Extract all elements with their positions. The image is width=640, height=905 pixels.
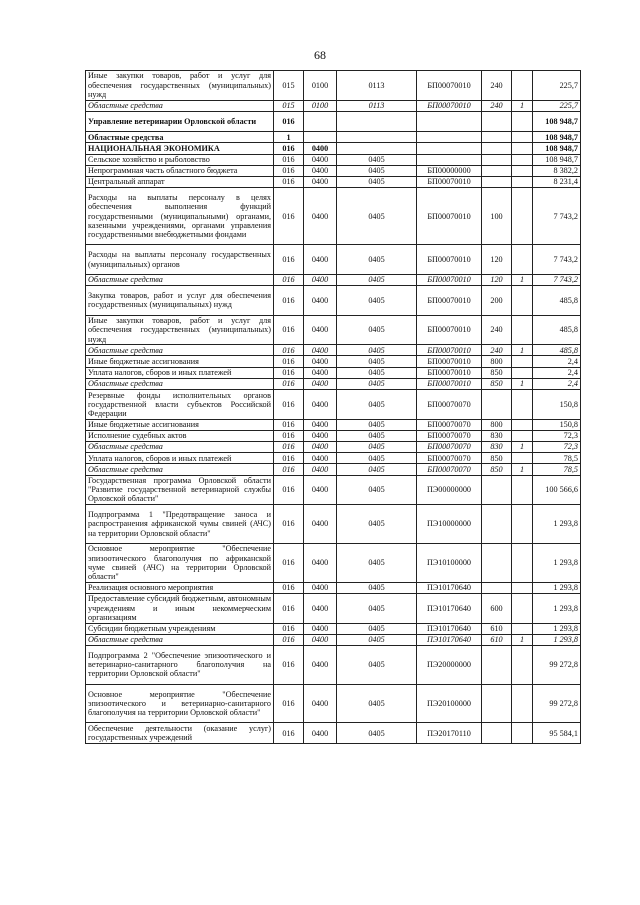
row-code-cell-b: 0400 xyxy=(304,274,337,285)
row-code-cell-g: 150,8 xyxy=(533,390,581,420)
row-code-cell-c: 0405 xyxy=(337,505,417,544)
row-code-cell-b: 0400 xyxy=(304,390,337,420)
row-code-cell-f xyxy=(512,543,533,582)
row-code-cell-d: ПЭ10100000 xyxy=(417,543,482,582)
row-code-cell-d: БП00000000 xyxy=(417,165,482,176)
row-code-cell-g: 72,3 xyxy=(533,441,581,452)
row-code-cell-f xyxy=(512,71,533,101)
table-row xyxy=(86,315,581,345)
row-code-cell-c: 0405 xyxy=(337,582,417,593)
row-code-cell-g: 485,8 xyxy=(533,286,581,316)
row-code-cell-e xyxy=(482,723,512,743)
table-row xyxy=(86,543,581,582)
row-code-cell-g: 1 293,8 xyxy=(533,593,581,623)
row-code-cell-a: 016 xyxy=(274,176,304,187)
row-code-cell-e: 240 xyxy=(482,345,512,356)
row-code-cell-d: БП00070010 xyxy=(417,286,482,316)
row-name-cell: Областные средства xyxy=(86,464,274,475)
row-code-cell-g: 8 382,2 xyxy=(533,165,581,176)
row-code-cell-c: 0405 xyxy=(337,430,417,441)
row-code-cell-c: 0405 xyxy=(337,475,417,505)
row-code-cell-f: 1 xyxy=(512,345,533,356)
row-code-cell-f: 1 xyxy=(512,274,533,285)
row-code-cell-b: 0400 xyxy=(304,345,337,356)
table-row xyxy=(86,274,581,285)
row-code-cell-c xyxy=(337,132,417,143)
row-code-cell-e xyxy=(482,684,512,723)
row-code-cell-e xyxy=(482,645,512,684)
row-code-cell-a: 016 xyxy=(274,441,304,452)
row-code-cell-e xyxy=(482,176,512,187)
row-code-cell-b: 0400 xyxy=(304,464,337,475)
row-code-cell-d: БП00070010 xyxy=(417,245,482,275)
row-name-cell: Иные закупки товаров, работ и услуг для обеспечения государственных (муниципальных) нужд xyxy=(86,315,274,345)
table-row xyxy=(86,356,581,367)
table-row xyxy=(86,245,581,275)
row-code-cell-f: 1 xyxy=(512,634,533,645)
row-code-cell-c: 0405 xyxy=(337,356,417,367)
row-code-cell-g: 108 948,7 xyxy=(533,143,581,154)
row-code-cell-f xyxy=(512,582,533,593)
row-code-cell-b: 0400 xyxy=(304,356,337,367)
row-code-cell-d: ПЭ20170110 xyxy=(417,723,482,743)
table-row xyxy=(86,623,581,634)
row-code-cell-d: БП00070010 xyxy=(417,71,482,101)
row-code-cell-g: 2,4 xyxy=(533,378,581,389)
row-code-cell-c: 0405 xyxy=(337,154,417,165)
row-name-cell: Исполнение судебных актов xyxy=(86,430,274,441)
row-code-cell-c: 0405 xyxy=(337,634,417,645)
row-code-cell-d: БП00070070 xyxy=(417,464,482,475)
row-code-cell-c: 0405 xyxy=(337,176,417,187)
row-name-cell: Областные средства xyxy=(86,441,274,452)
row-code-cell-c: 0405 xyxy=(337,378,417,389)
row-code-cell-f xyxy=(512,176,533,187)
row-code-cell-d: БП00070070 xyxy=(417,390,482,420)
row-code-cell-b: 0400 xyxy=(304,582,337,593)
row-code-cell-a: 016 xyxy=(274,367,304,378)
row-code-cell-a: 016 xyxy=(274,464,304,475)
row-code-cell-c: 0405 xyxy=(337,274,417,285)
row-code-cell-e: 850 xyxy=(482,378,512,389)
page-number: 68 xyxy=(314,48,326,62)
row-code-cell-e: 800 xyxy=(482,419,512,430)
row-code-cell-d: ПЭ10170640 xyxy=(417,634,482,645)
row-code-cell-g: 78,5 xyxy=(533,464,581,475)
table-row xyxy=(86,582,581,593)
row-code-cell-f xyxy=(512,356,533,367)
row-name-cell: Обеспечение деятельности (оказание услуг) государственных учреждений xyxy=(86,723,274,743)
table-row xyxy=(86,464,581,475)
row-code-cell-a: 016 xyxy=(274,723,304,743)
row-code-cell-f xyxy=(512,315,533,345)
row-code-cell-g: 485,8 xyxy=(533,315,581,345)
row-code-cell-e: 830 xyxy=(482,430,512,441)
row-code-cell-c: 0405 xyxy=(337,286,417,316)
row-code-cell-e xyxy=(482,475,512,505)
row-code-cell-c: 0405 xyxy=(337,367,417,378)
row-code-cell-g: 78,5 xyxy=(533,453,581,464)
row-code-cell-a: 016 xyxy=(274,315,304,345)
row-code-cell-g: 99 272,8 xyxy=(533,684,581,723)
row-code-cell-g: 95 584,1 xyxy=(533,723,581,743)
row-name-cell: НАЦИОНАЛЬНАЯ ЭКОНОМИКА xyxy=(86,143,274,154)
row-code-cell-a: 016 xyxy=(274,645,304,684)
row-name-cell: Подпрограмма 2 "Обеспечение эпизоотического и ветеринарно-санитарного благополучия на территории Орловской области" xyxy=(86,645,274,684)
table-row xyxy=(86,419,581,430)
row-code-cell-a: 016 xyxy=(274,154,304,165)
row-code-cell-f xyxy=(512,188,533,245)
row-code-cell-a: 016 xyxy=(274,582,304,593)
row-code-cell-d: БП00070070 xyxy=(417,419,482,430)
row-code-cell-e: 240 xyxy=(482,315,512,345)
table-row xyxy=(86,165,581,176)
row-name-cell: Подпрограмма 1 "Предотвращение заноса и распространения африканской чумы свиней (АЧС) на территории Орловской области" xyxy=(86,505,274,544)
row-code-cell-a: 016 xyxy=(274,345,304,356)
row-code-cell-a: 016 xyxy=(274,623,304,634)
row-name-cell: Основное мероприятие "Обеспечение эпизоотического благополучия по африканской чуме свиней (АЧС) на территории Орловской области" xyxy=(86,543,274,582)
table-row xyxy=(86,453,581,464)
budget-table xyxy=(85,70,581,744)
row-code-cell-f xyxy=(512,684,533,723)
row-code-cell-c: 0405 xyxy=(337,543,417,582)
table-row xyxy=(86,345,581,356)
row-code-cell-c: 0405 xyxy=(337,315,417,345)
table-row xyxy=(86,593,581,623)
row-code-cell-f xyxy=(512,367,533,378)
row-code-cell-d xyxy=(417,154,482,165)
row-code-cell-d: БП00070010 xyxy=(417,188,482,245)
row-code-cell-f: 1 xyxy=(512,464,533,475)
row-code-cell-d: БП00070010 xyxy=(417,367,482,378)
row-code-cell-d: ПЭ20100000 xyxy=(417,684,482,723)
row-code-cell-d xyxy=(417,143,482,154)
row-code-cell-f: 1 xyxy=(512,100,533,111)
row-code-cell-f xyxy=(512,645,533,684)
row-code-cell-c: 0405 xyxy=(337,723,417,743)
row-name-cell: Закупка товаров, работ и услуг для обеспечения государственных (муниципальных) нужд xyxy=(86,286,274,316)
row-code-cell-a: 016 xyxy=(274,390,304,420)
row-code-cell-g: 8 231,4 xyxy=(533,176,581,187)
table-row xyxy=(86,684,581,723)
row-code-cell-e: 610 xyxy=(482,634,512,645)
row-code-cell-e: 120 xyxy=(482,274,512,285)
row-code-cell-e xyxy=(482,582,512,593)
row-code-cell-b: 0400 xyxy=(304,245,337,275)
row-code-cell-g: 100 566,6 xyxy=(533,475,581,505)
row-code-cell-e xyxy=(482,132,512,143)
row-code-cell-b: 0400 xyxy=(304,634,337,645)
row-code-cell-g: 1 293,8 xyxy=(533,543,581,582)
row-code-cell-e: 850 xyxy=(482,453,512,464)
row-name-cell: Сельское хозяйство и рыболовство xyxy=(86,154,274,165)
row-code-cell-f: 1 xyxy=(512,441,533,452)
row-code-cell-b: 0400 xyxy=(304,684,337,723)
table-row xyxy=(86,390,581,420)
row-code-cell-g: 99 272,8 xyxy=(533,645,581,684)
table-row xyxy=(86,475,581,505)
row-code-cell-d: БП00070010 xyxy=(417,100,482,111)
row-code-cell-f xyxy=(512,245,533,275)
table-row xyxy=(86,286,581,316)
row-code-cell-g: 225,7 xyxy=(533,71,581,101)
table-row xyxy=(86,505,581,544)
row-code-cell-f xyxy=(512,419,533,430)
row-code-cell-a: 016 xyxy=(274,356,304,367)
row-code-cell-b: 0400 xyxy=(304,453,337,464)
row-code-cell-f xyxy=(512,623,533,634)
row-code-cell-g: 1 293,8 xyxy=(533,505,581,544)
row-code-cell-e: 850 xyxy=(482,367,512,378)
table-row xyxy=(86,645,581,684)
row-name-cell: Областные средства xyxy=(86,345,274,356)
row-name-cell: Предоставление субсидий бюджетным, автономным учреждениям и иным некоммерческим организациям xyxy=(86,593,274,623)
row-name-cell: Непрограммная часть областного бюджета xyxy=(86,165,274,176)
row-code-cell-e: 610 xyxy=(482,623,512,634)
row-name-cell: Уплата налогов, сборов и иных платежей xyxy=(86,367,274,378)
row-code-cell-e: 240 xyxy=(482,71,512,101)
row-code-cell-f xyxy=(512,165,533,176)
row-name-cell: Субсидии бюджетным учреждениям xyxy=(86,623,274,634)
row-code-cell-b: 0400 xyxy=(304,367,337,378)
row-code-cell-b: 0400 xyxy=(304,623,337,634)
row-code-cell-e: 830 xyxy=(482,441,512,452)
row-code-cell-b xyxy=(304,132,337,143)
row-code-cell-e xyxy=(482,165,512,176)
row-code-cell-f xyxy=(512,132,533,143)
row-code-cell-e: 850 xyxy=(482,464,512,475)
row-code-cell-d: БП00070010 xyxy=(417,274,482,285)
row-code-cell-a: 016 xyxy=(274,430,304,441)
row-code-cell-e xyxy=(482,111,512,131)
row-code-cell-b: 0400 xyxy=(304,593,337,623)
row-code-cell-d xyxy=(417,111,482,131)
table-row xyxy=(86,132,581,143)
row-name-cell: Реализация основного мероприятия xyxy=(86,582,274,593)
row-code-cell-e xyxy=(482,505,512,544)
row-name-cell: Областные средства xyxy=(86,274,274,285)
row-code-cell-g: 72,3 xyxy=(533,430,581,441)
row-code-cell-d: БП00070070 xyxy=(417,441,482,452)
row-name-cell: Центральный аппарат xyxy=(86,176,274,187)
row-name-cell: Расходы на выплаты персоналу государственных (муниципальных) органов xyxy=(86,245,274,275)
row-name-cell: Расходы на выплаты персоналу в целях обеспечения выполнения функций государственными (муниципальными) органами, казенными учреждениями, органами управления государственными внебюджетными фондами xyxy=(86,188,274,245)
row-code-cell-a: 016 xyxy=(274,453,304,464)
row-code-cell-f xyxy=(512,390,533,420)
row-code-cell-a: 016 xyxy=(274,245,304,275)
row-code-cell-g: 1 293,8 xyxy=(533,634,581,645)
row-code-cell-d: ПЭ00000000 xyxy=(417,475,482,505)
row-code-cell-d: БП00070010 xyxy=(417,176,482,187)
row-code-cell-f xyxy=(512,593,533,623)
table-row xyxy=(86,176,581,187)
row-code-cell-e xyxy=(482,154,512,165)
row-code-cell-c: 0405 xyxy=(337,245,417,275)
row-code-cell-b: 0400 xyxy=(304,441,337,452)
row-code-cell-a: 016 xyxy=(274,143,304,154)
row-code-cell-e: 240 xyxy=(482,100,512,111)
row-code-cell-d: ПЭ10170640 xyxy=(417,623,482,634)
row-code-cell-f xyxy=(512,453,533,464)
row-code-cell-b: 0400 xyxy=(304,286,337,316)
table-row xyxy=(86,441,581,452)
row-code-cell-a: 016 xyxy=(274,684,304,723)
row-code-cell-f xyxy=(512,430,533,441)
row-code-cell-a: 016 xyxy=(274,419,304,430)
row-code-cell-c: 0405 xyxy=(337,464,417,475)
row-code-cell-g: 108 948,7 xyxy=(533,111,581,131)
table-row xyxy=(86,188,581,245)
table-row xyxy=(86,634,581,645)
row-code-cell-b: 0400 xyxy=(304,475,337,505)
row-code-cell-b: 0400 xyxy=(304,419,337,430)
row-code-cell-g: 108 948,7 xyxy=(533,154,581,165)
row-code-cell-g: 1 293,8 xyxy=(533,623,581,634)
row-code-cell-e: 600 xyxy=(482,593,512,623)
row-code-cell-a: 016 xyxy=(274,111,304,131)
row-name-cell: Областные средства xyxy=(86,132,274,143)
row-code-cell-b: 0400 xyxy=(304,188,337,245)
row-code-cell-e xyxy=(482,390,512,420)
row-code-cell-b: 0400 xyxy=(304,645,337,684)
row-code-cell-b: 0400 xyxy=(304,143,337,154)
row-code-cell-b xyxy=(304,111,337,131)
row-code-cell-c: 0405 xyxy=(337,593,417,623)
row-code-cell-c: 0405 xyxy=(337,419,417,430)
row-code-cell-d: БП00070010 xyxy=(417,345,482,356)
row-code-cell-b: 0400 xyxy=(304,723,337,743)
row-code-cell-d: ПЭ20000000 xyxy=(417,645,482,684)
row-code-cell-g: 7 743,2 xyxy=(533,274,581,285)
row-name-cell: Управление ветеринарии Орловской области xyxy=(86,111,274,131)
row-code-cell-c: 0405 xyxy=(337,188,417,245)
row-code-cell-a: 016 xyxy=(274,593,304,623)
row-code-cell-a: 1 xyxy=(274,132,304,143)
row-name-cell: Уплата налогов, сборов и иных платежей xyxy=(86,453,274,464)
row-code-cell-a: 016 xyxy=(274,274,304,285)
row-code-cell-a: 016 xyxy=(274,543,304,582)
row-code-cell-c: 0405 xyxy=(337,623,417,634)
table-row xyxy=(86,367,581,378)
row-code-cell-d: БП00070010 xyxy=(417,315,482,345)
row-code-cell-a: 016 xyxy=(274,286,304,316)
row-code-cell-b: 0400 xyxy=(304,430,337,441)
table-row xyxy=(86,723,581,743)
row-code-cell-a: 016 xyxy=(274,188,304,245)
row-code-cell-f xyxy=(512,286,533,316)
row-code-cell-g: 2,4 xyxy=(533,356,581,367)
row-code-cell-f xyxy=(512,723,533,743)
row-code-cell-g: 2,4 xyxy=(533,367,581,378)
row-code-cell-d: ПЭ10170640 xyxy=(417,582,482,593)
row-code-cell-e xyxy=(482,143,512,154)
row-code-cell-f xyxy=(512,143,533,154)
table-row xyxy=(86,430,581,441)
row-code-cell-a: 016 xyxy=(274,165,304,176)
row-code-cell-g: 485,8 xyxy=(533,345,581,356)
row-code-cell-b: 0400 xyxy=(304,154,337,165)
row-name-cell: Резервные фонды исполнительных органов государственной власти субъектов Российской Федерации xyxy=(86,390,274,420)
row-code-cell-b: 0400 xyxy=(304,505,337,544)
row-name-cell: Иные бюджетные ассигнования xyxy=(86,419,274,430)
row-code-cell-a: 015 xyxy=(274,100,304,111)
table-row xyxy=(86,378,581,389)
row-code-cell-d: БП00070070 xyxy=(417,430,482,441)
row-code-cell-f xyxy=(512,505,533,544)
row-code-cell-a: 015 xyxy=(274,71,304,101)
row-code-cell-f: 1 xyxy=(512,378,533,389)
table-row xyxy=(86,154,581,165)
row-code-cell-c: 0405 xyxy=(337,390,417,420)
row-code-cell-g: 7 743,2 xyxy=(533,245,581,275)
row-name-cell: Областные средства xyxy=(86,634,274,645)
row-name-cell: Основное мероприятие "Обеспечение эпизоотического и ветеринарно-санитарного благополучия на территории Орловской области" xyxy=(86,684,274,723)
row-code-cell-d: БП00070070 xyxy=(417,453,482,464)
table-row xyxy=(86,100,581,111)
row-code-cell-d: БП00070010 xyxy=(417,378,482,389)
row-code-cell-a: 016 xyxy=(274,505,304,544)
row-code-cell-d: ПЭ10170640 xyxy=(417,593,482,623)
row-code-cell-b: 0400 xyxy=(304,315,337,345)
row-code-cell-d: БП00070010 xyxy=(417,356,482,367)
row-code-cell-c xyxy=(337,143,417,154)
row-code-cell-c: 0405 xyxy=(337,441,417,452)
row-code-cell-e: 120 xyxy=(482,245,512,275)
row-code-cell-d xyxy=(417,132,482,143)
row-code-cell-f xyxy=(512,154,533,165)
row-code-cell-b: 0400 xyxy=(304,176,337,187)
row-code-cell-a: 016 xyxy=(274,634,304,645)
row-code-cell-f xyxy=(512,111,533,131)
row-code-cell-g: 7 743,2 xyxy=(533,188,581,245)
row-code-cell-c: 0405 xyxy=(337,645,417,684)
row-code-cell-c: 0405 xyxy=(337,165,417,176)
row-code-cell-e: 200 xyxy=(482,286,512,316)
row-code-cell-b: 0100 xyxy=(304,71,337,101)
row-code-cell-e: 100 xyxy=(482,188,512,245)
table-row xyxy=(86,111,581,131)
row-name-cell: Иные закупки товаров, работ и услуг для обеспечения государственных (муниципальных) нужд xyxy=(86,71,274,101)
row-code-cell-e: 800 xyxy=(482,356,512,367)
row-code-cell-c: 0113 xyxy=(337,100,417,111)
row-code-cell-c: 0405 xyxy=(337,453,417,464)
row-name-cell: Иные бюджетные ассигнования xyxy=(86,356,274,367)
row-code-cell-g: 108 948,7 xyxy=(533,132,581,143)
row-code-cell-b: 0400 xyxy=(304,543,337,582)
row-code-cell-a: 016 xyxy=(274,378,304,389)
row-code-cell-g: 225,7 xyxy=(533,100,581,111)
row-code-cell-b: 0400 xyxy=(304,165,337,176)
row-code-cell-g: 150,8 xyxy=(533,419,581,430)
row-code-cell-b: 0400 xyxy=(304,378,337,389)
row-name-cell: Государственная программа Орловской области "Развитие государственной ветеринарной службы Орловской области" xyxy=(86,475,274,505)
row-code-cell-d: ПЭ10000000 xyxy=(417,505,482,544)
row-code-cell-e xyxy=(482,543,512,582)
row-code-cell-b: 0100 xyxy=(304,100,337,111)
row-code-cell-c xyxy=(337,111,417,131)
table-row xyxy=(86,143,581,154)
row-code-cell-c: 0113 xyxy=(337,71,417,101)
row-code-cell-c: 0405 xyxy=(337,345,417,356)
row-code-cell-g: 1 293,8 xyxy=(533,582,581,593)
row-code-cell-c: 0405 xyxy=(337,684,417,723)
row-name-cell: Областные средства xyxy=(86,100,274,111)
table-row xyxy=(86,71,581,101)
row-name-cell: Областные средства xyxy=(86,378,274,389)
row-code-cell-f xyxy=(512,475,533,505)
row-code-cell-a: 016 xyxy=(274,475,304,505)
